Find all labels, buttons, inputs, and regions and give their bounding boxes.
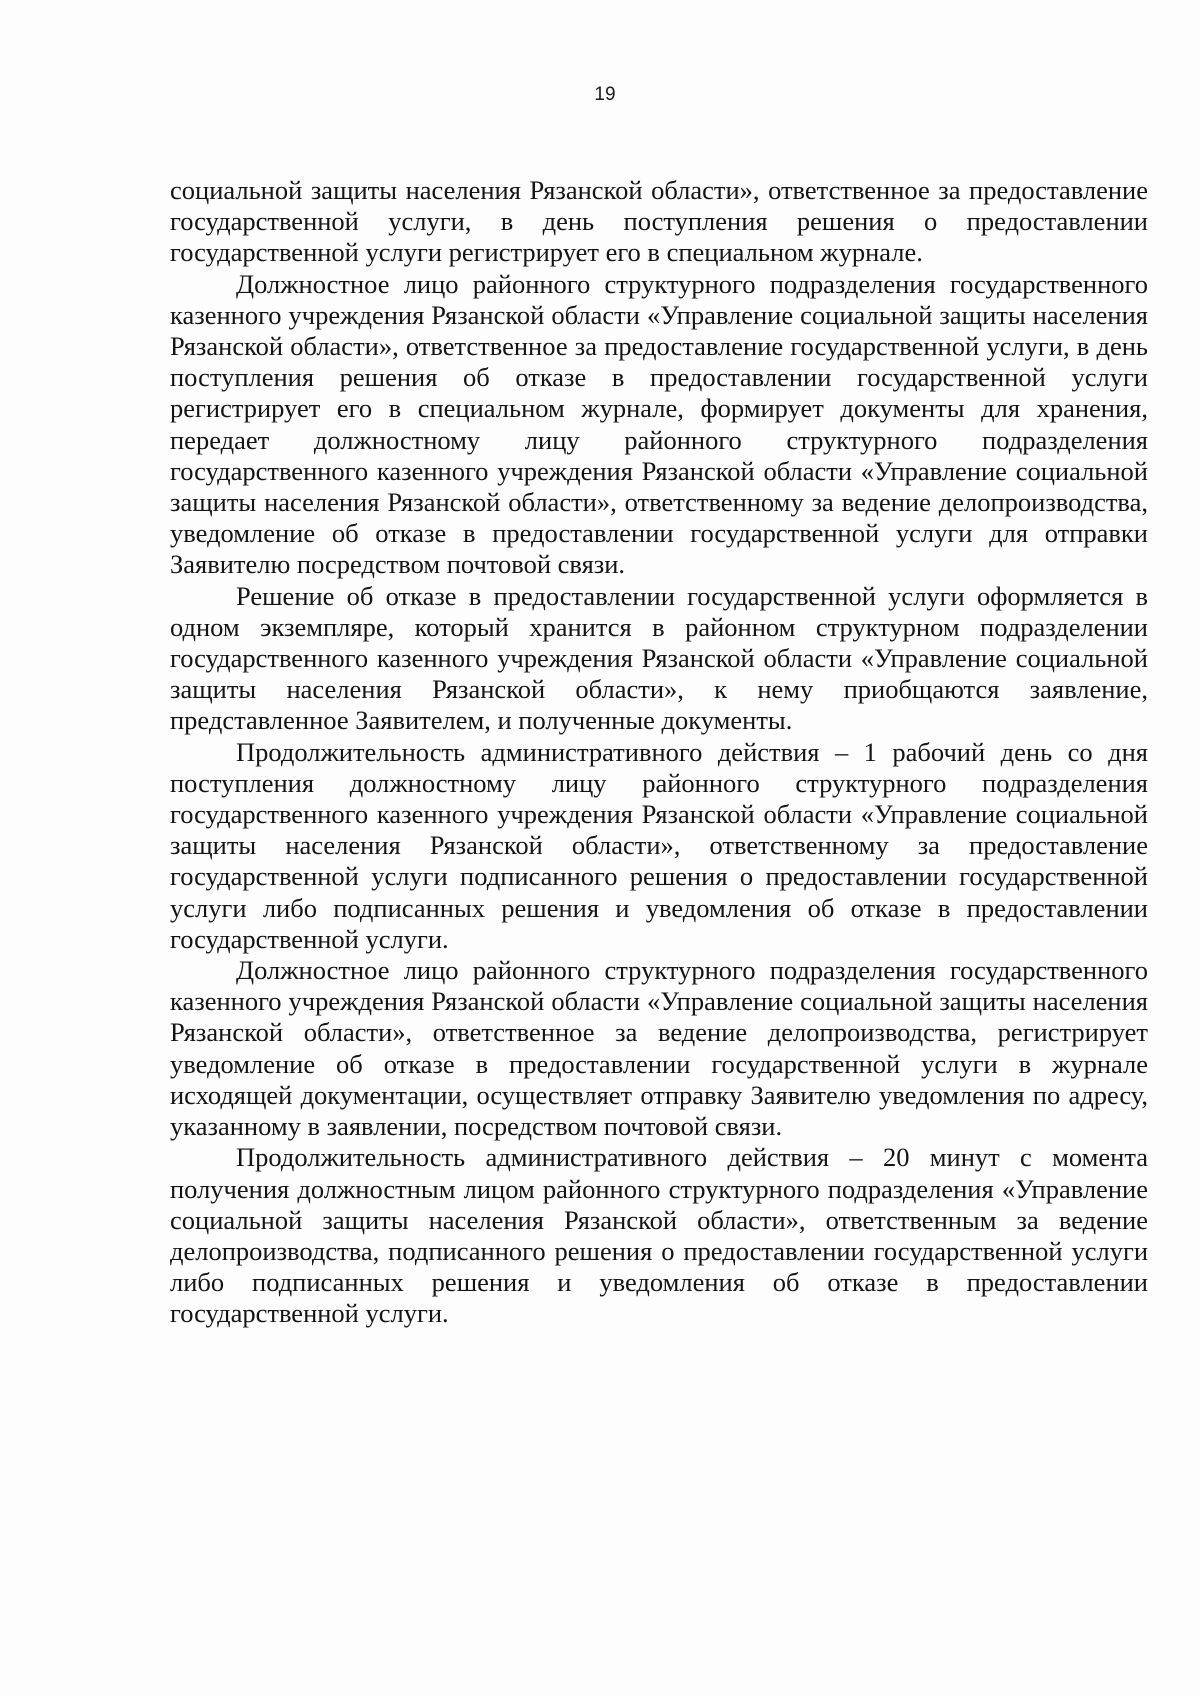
paragraph: Должностное лицо районного структурного подразделения государственного казенного учреждения Рязанской области «Управление социальной защиты населения Рязанской области», ответственное за ведение делопроизводства, регистрирует уведомление об отказе в предоставлении государственной услуги в журнале исходящей документации, осуществляет отправку Заявителю уведомления по адресу, указанному в заявлении, посредством почтовой связи.	[170, 955, 1148, 1142]
document-body	[170, 175, 1148, 1330]
paragraph: Должностное лицо районного структурного подразделения государственного казенного учреждения Рязанской области «Управление социальной защиты населения Рязанской области», ответственное за предоставление государственной услуги, в день поступления решения об отказе в предоставлении государственной услуги регистрирует его в специальном журнале, формирует документы для хранения, передает должностному лицу районного структурного подразделения государственного казенного учреждения Рязанской области «Управление социальной защиты населения Рязанской области», ответственному за ведение делопроизводства, уведомление об отказе в предоставлении государственной услуги для отправки Заявителю посредством почтовой связи.	[170, 268, 1148, 580]
paragraph: Продолжительность административного действия – 20 минут с момента получения должностным лицом районного структурного подразделения «Управление социальной защиты населения Рязанской области», ответственным за ведение делопроизводства, подписанного решения о предоставлении государственной услуги либо подписанных решения и уведомления об отказе в предоставлении государственной услуги.	[170, 1142, 1148, 1329]
page-number: 19	[594, 84, 616, 105]
paragraph-continuation: социальной защиты населения Рязанской области», ответственное за предоставление государственной услуги, в день поступления решения о предоставлении государственной услуги регистрирует его в специальном журнале.	[170, 175, 1148, 268]
paragraph: Продолжительность административного действия – 1 рабочий день со дня поступления должностному лицу районного структурного подразделения государственного казенного учреждения Рязанской области «Управление социальной защиты населения Рязанской области», ответственному за предоставление государственной услуги подписанного решения о предоставлении государственной услуги либо подписанных решения и уведомления об отказе в предоставлении государственной услуги.	[170, 736, 1148, 954]
paragraph: Решение об отказе в предоставлении государственной услуги оформляется в одном экземпляре, который хранится в районном структурном подразделении государственного казенного учреждения Рязанской области «Управление социальной защиты населения Рязанской области», к нему приобщаются заявление, представленное Заявителем, и полученные документы.	[170, 580, 1148, 736]
